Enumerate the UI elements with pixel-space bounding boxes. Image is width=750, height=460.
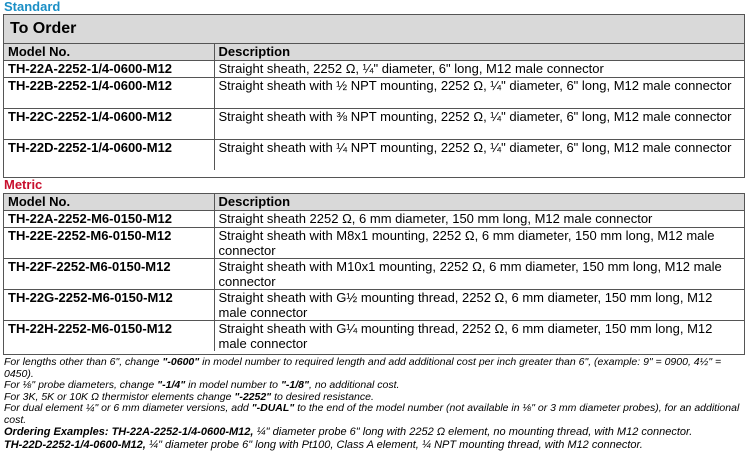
column-header-description: Description [214,194,744,211]
description: Straight sheath with M8x1 mounting, 2252 Ω, 6 mm diameter, 150 mm long, M12 male connector [214,228,744,259]
table-row [4,211,744,228]
footnotes [4,357,746,451]
description: Straight sheath, 2252 Ω, ¼" diameter, 6" long, M12 male connector [214,61,744,78]
to-order-header: To Order [4,15,744,44]
description: Straight sheath with ½ NPT mounting, 2252 Ω, ¼" diameter, 6" long, M12 male connector [214,78,744,109]
model-number: TH-22H-2252-M6-0150-M12 [4,321,214,352]
table-row [4,290,744,321]
model-number: TH-22F-2252-M6-0150-M12 [4,259,214,290]
table-row [4,228,744,259]
column-header-model: Model No. [4,44,214,61]
description: Straight sheath with M10x1 mounting, 2252 Ω, 6 mm diameter, 150 mm long, M12 male connector [214,259,744,290]
table-row [4,109,744,140]
standard-table [4,44,744,170]
table-row [4,140,744,171]
metric-order-table [3,193,745,355]
column-header-description: Description [214,44,744,61]
description: Straight sheath 2252 Ω, 6 mm diameter, 150 mm long, M12 male connector [214,211,744,228]
metric-table [4,194,744,351]
standard-section-title: Standard [4,0,61,14]
description: Straight sheath with ⅜ NPT mounting, 2252 Ω, ¼" diameter, 6" long, M12 male connector [214,109,744,140]
thermistor-note: For 3K, 5K or 10K Ω thermistor elements change "-2252" to desired resistance. [4,390,374,403]
table-row [4,78,744,109]
column-header-model: Model No. [4,194,214,211]
model-number: TH-22D-2252-1/4-0600-M12 [4,140,214,171]
description: Straight sheath with ¼ NPT mounting, 2252 Ω, ¼" diameter, 6" long, M12 male connector [214,140,744,171]
diameter-note: For ⅛" probe diameters, change "-1/4" in model number to "-1/8", no additional cost. [4,379,400,391]
ordering-example-1: Ordering Examples: TH-22A-2252-1/4-0600-M12, ¼" diameter probe 6" long with 2252 Ω element, no mounting thread, with M12 connector. [4,426,693,438]
model-number: TH-22C-2252-1/4-0600-M12 [4,109,214,140]
description: Straight sheath with G¼ mounting thread, 2252 Ω, 6 mm diameter, 150 mm long, M12 male connector [214,321,744,352]
ordering-example-2: TH-22D-2252-1/4-0600-M12, ¼" diameter probe 6" long with Pt100, Class A element, ¼ NPT mounting thread, with M12 connector. [4,438,643,451]
model-number: TH-22A-2252-M6-0150-M12 [4,211,214,228]
model-number: TH-22E-2252-M6-0150-M12 [4,228,214,259]
table-row [4,321,744,352]
model-number: TH-22G-2252-M6-0150-M12 [4,290,214,321]
model-number: TH-22A-2252-1/4-0600-M12 [4,61,214,78]
table-row [4,259,744,290]
description: Straight sheath with G½ mounting thread, 2252 Ω, 6 mm diameter, 150 mm long, M12 male connector [214,290,744,321]
standard-order-table [3,14,745,178]
metric-section-title: Metric [4,177,43,192]
model-number: TH-22B-2252-1/4-0600-M12 [4,78,214,109]
table-row [4,61,744,78]
length-note: For lengths other than 6", change "-0600" in model number to required length and add additional cost per inch greater than 6", (example: 9" = 0900, 4½" = 0450). [4,356,722,380]
dual-element-note: For dual element ¼" or 6 mm diameter versions, add "-DUAL" to the end of the model number (not available in ⅛" or 3 mm diameter probes), for an additional cost. [4,402,740,426]
